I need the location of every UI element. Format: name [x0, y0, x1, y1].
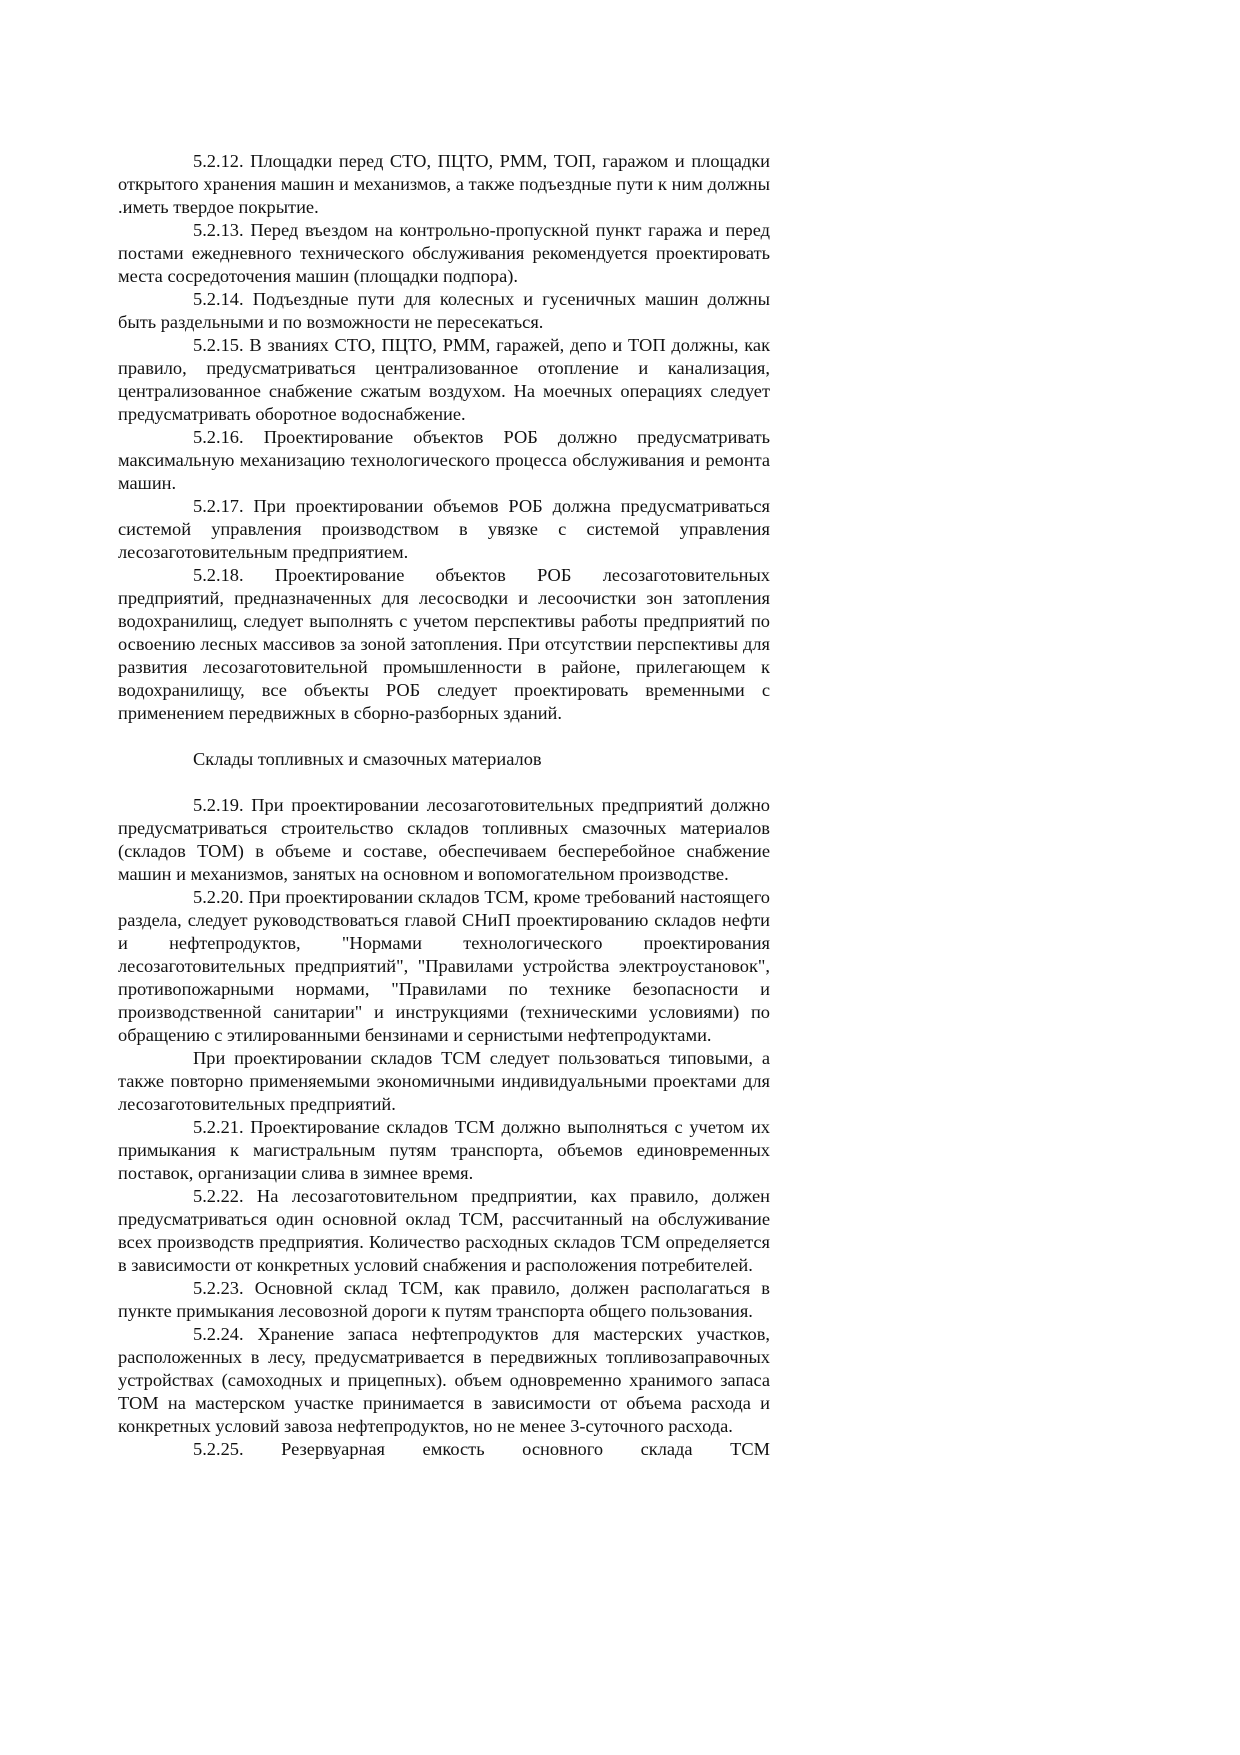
paragraph-5-2-15: 5.2.15. В званиях СТО, ПЦТО, РММ, гаражей, депо и ТОП должны, как правило, предусматриваться централизованное отопление и канализация, централизованное снабжение сжатым воздухом. На моечных операциях следует предусматривать оборотное водоснабжение. [118, 335, 770, 424]
paragraph-5-2-17: 5.2.17. При проектировании объемов РОБ должна предусматриваться системой управления производством в увязке с системой управления лесозаготовительным предприятием. [118, 496, 770, 562]
section-heading: Склады топливных и смазочных материалов [193, 749, 542, 769]
paragraph-5-2-25: 5.2.25. Резервуарная емкость основного склада ТСМ [193, 1439, 770, 1459]
paragraph-tsm-typical-projects: При проектировании складов ТСМ следует пользоваться типовыми, а также повторно применяемыми экономичными индивидуальными проектами для лесозаготовительных предприятий. [118, 1048, 770, 1114]
paragraph-5-2-20: 5.2.20. При проектировании складов ТСМ, кроме требований настоящего раздела, следует руководствоваться главой СНиП проектированию складов нефти и нефтепродуктов, "Нормами технологического проектирования лесозаготовительных предприятий", "Правилами устройства электроустановок", противопожарными нормами, "Правилами по технике безопасности и производственной санитарии" и инструкциями (техническими условиями) по обращению с этилированными бензинами и сернистыми нефтепродуктами. [118, 887, 770, 1045]
paragraph-5-2-22: 5.2.22. На лесозаготовительном предприятии, ках правило, должен предусматриваться один основной оклад ТСМ, рассчитанный на обслуживание всех производств предприятия. Количество расходных складов ТСМ определяется в зависимости от конкретных условий снабжения и расположения потребителей. [118, 1186, 770, 1275]
paragraph-5-2-16: 5.2.16. Проектирование объектов РОБ должно предусматривать максимальную механизацию технологического процесса обслуживания и ремонта машин. [118, 427, 770, 493]
paragraph-5-2-12: 5.2.12. Площадки перед СТО, ПЦТО, РММ, ТОП, гаражом и площадки открытого хранения машин и механизмов, а также подъездные пути к ним должны .иметь твердое покрытие. [118, 151, 770, 217]
paragraph-5-2-13: 5.2.13. Перед въездом на контрольно-пропускной пункт гаража и перед постами ежедневного технического обслуживания рекомендуется проектировать места сосредоточения машин (площадки подпора). [118, 220, 770, 286]
paragraph-5-2-24: 5.2.24. Хранение запаса нефтепродуктов для мастерских участков, расположенных в лесу, предусматривается в передвижных топливозаправочных устройствах (самоходных и прицепных). объем одновременно хранимого запаса ТОМ на мастерском участке принимается в зависимости от объема расхода и конкретных условий завоза нефтепродуктов, но не менее 3-суточного расхода. [118, 1324, 770, 1436]
paragraph-5-2-21: 5.2.21. Проектирование складов ТСМ должно выполняться с учетом их примыкания к магистральным путям транспорта, объемов единовременных поставок, организации слива в зимнее время. [118, 1117, 770, 1183]
paragraph-5-2-14: 5.2.14. Подъездные пути для колесных и гусеничных машин должны быть раздельными и по возможности не пересекаться. [118, 289, 770, 332]
paragraph-5-2-19: 5.2.19. При проектировании лесозаготовительных предприятий должно предусматриваться строительство складов топливных смазочных материалов (складов ТОМ) в объеме и составе, обеспечиваем бесперебойное снабжение машин и механизмов, занятых на основном и вопомогательном производстве. [118, 795, 770, 884]
paragraph-5-2-23: 5.2.23. Основной склад ТСМ, как правило, должен располагаться в пункте примыкания лесовозной дороги к путям транспорта общего пользования. [118, 1278, 770, 1321]
paragraph-5-2-18: 5.2.18. Проектирование объектов РОБ лесозаготовительных предприятий, предназначенных для лесосводки и лесоочистки зон затопления водохранилищ, следует выполнять с учетом перспективы работы предприятий по освоению лесных массивов за зоной затопления. При отсутствии перспективы для развития лесозаготовительной промышленности в районе, прилегающем к водохранилищу, все объекты РОБ следует проектировать временными с применением передвижных в сборно-разборных зданий. [118, 565, 770, 723]
document-page [118, 150, 770, 1461]
